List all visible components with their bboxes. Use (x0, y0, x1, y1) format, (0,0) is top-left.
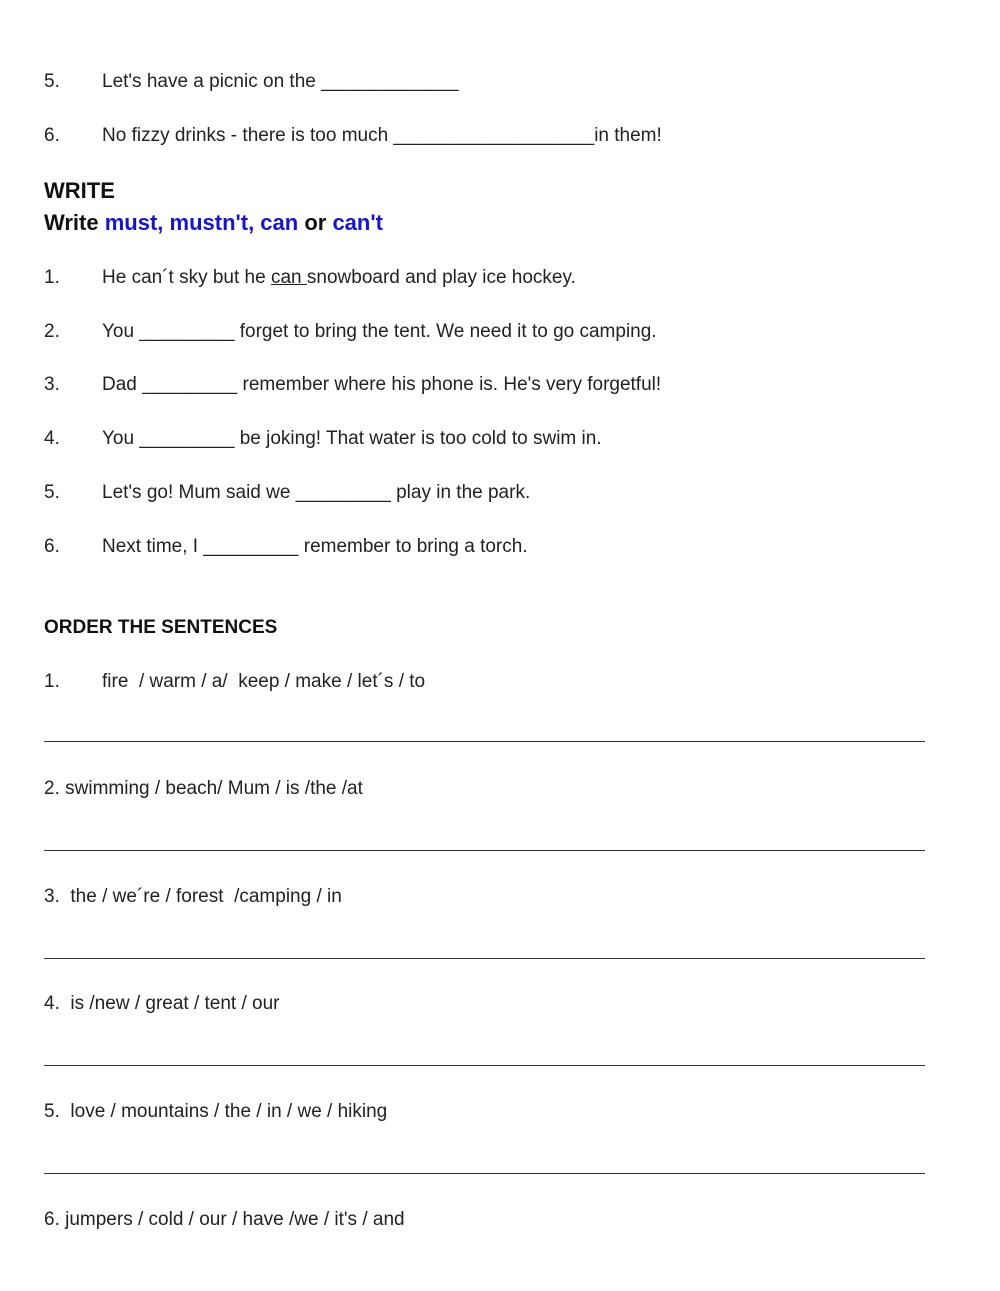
answer-line[interactable] (44, 958, 925, 959)
write-heading: WRITE (44, 178, 115, 203)
order-item-number: 1. (44, 671, 60, 692)
instruction-prefix: Write (44, 210, 105, 235)
order-item-words: 6. jumpers / cold / our / have /we / it's / and (44, 1209, 405, 1230)
write-item-text: You _________ be joking! That water is too cold to swim in. (102, 428, 602, 449)
write-example-text (102, 267, 576, 289)
vocab-item-6-number: 6. (44, 125, 60, 146)
vocab-item-6-text: No fizzy drinks - there is too much ___________________in them! (102, 125, 662, 146)
vocab-item-5-number: 5. (44, 71, 60, 92)
example-answer: can (270, 267, 307, 288)
write-example-number: 1. (44, 267, 60, 288)
order-heading: ORDER THE SENTENCES (44, 617, 278, 638)
answer-line[interactable] (44, 741, 925, 742)
write-item-text: You _________ forget to bring the tent. We need it to go camping. (102, 321, 657, 342)
write-item-text: Next time, I _________ remember to bring a torch. (102, 536, 528, 557)
write-item-text: Dad _________ remember where his phone is. He's very forgetful! (102, 374, 662, 395)
write-instruction (44, 210, 383, 236)
order-item-words: 4. is /new / great / tent / our (44, 993, 280, 1014)
answer-line[interactable] (44, 1173, 925, 1174)
instruction-modal-words: must, mustn't, can (104, 210, 299, 235)
example-before: He can´t sky but he (102, 267, 271, 288)
write-item-number: 3. (44, 374, 60, 395)
vocab-item-5-text: Let's have a picnic on the _____________ (102, 71, 459, 92)
write-item-number: 2. (44, 321, 60, 342)
instruction-last-word: can't (332, 210, 383, 235)
instruction-or: or (298, 210, 333, 235)
write-item-number: 4. (44, 428, 60, 449)
answer-line[interactable] (44, 1065, 925, 1066)
write-item-text: Let's go! Mum said we _________ play in the park. (102, 482, 531, 503)
order-item-words: 2. swimming / beach/ Mum / is /the /at (44, 778, 363, 799)
answer-line[interactable] (44, 850, 925, 851)
order-item-words: 5. love / mountains / the / in / we / hiking (44, 1101, 388, 1122)
write-item-number: 5. (44, 482, 60, 503)
order-item-words: fire / warm / a/ keep / make / let´s / to (102, 671, 426, 692)
example-after: snowboard and play ice hockey. (306, 267, 576, 288)
order-item-words: 3. the / we´re / forest /camping / in (44, 886, 342, 907)
write-item-number: 6. (44, 536, 60, 557)
